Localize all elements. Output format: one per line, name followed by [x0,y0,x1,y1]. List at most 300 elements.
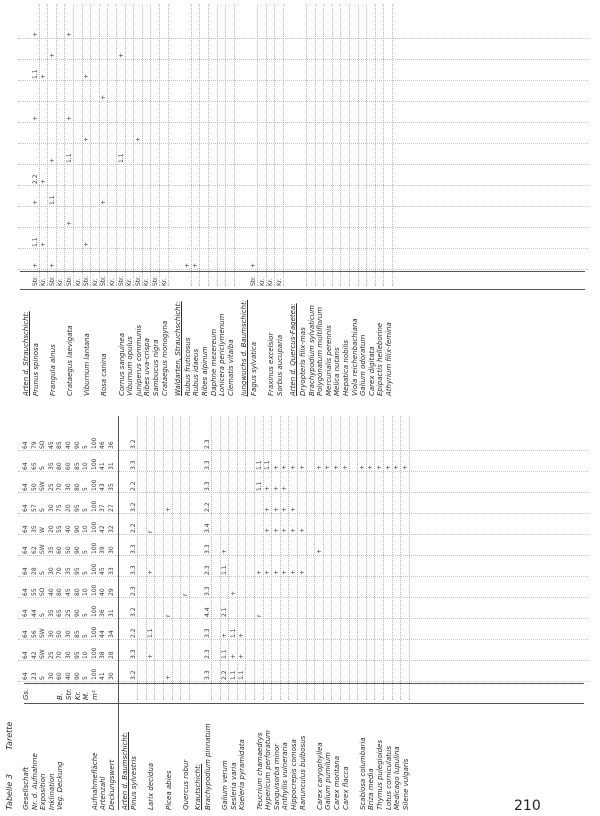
column-guide [18,101,588,102]
cover-value: 2.1 [221,607,229,617]
header-value: 100 [90,584,98,596]
species-name: Teucrium chamaedrys [255,732,264,810]
header-value: 100 [90,479,98,491]
header-value: 35 [47,462,55,470]
header-value: SW [39,649,47,659]
header-value: 70 [56,651,64,659]
cover-value: + [281,527,289,533]
species-name: Scabiosa columbaria [358,737,367,810]
header-value: S [39,466,47,470]
cover-value: 1.1 [264,460,272,470]
header-value: 5 [82,445,90,449]
species-name: Prunus spinosa [31,343,40,396]
header-value: 10 [82,588,90,596]
page-number: 210 [514,798,541,814]
header-value: 35 [47,546,55,554]
header-value: 5 [82,487,90,491]
header-value: 80 [73,588,81,596]
cover-value: 2.2 [31,174,39,184]
row-guide [340,4,341,286]
layer-code: Kr. [160,278,168,286]
header-value: S [39,508,47,512]
layer-code: Str. [100,276,108,286]
cover-value: + [183,262,191,268]
cover-value: + [272,485,280,491]
header-value: 45 [65,588,72,596]
row-guide [263,416,264,700]
species-name: Lonicera periclymenum [218,313,227,396]
header-value: 95 [73,504,81,512]
cover-value: + [393,464,401,470]
header-value: 55 [30,588,38,596]
header-value: 28 [108,651,115,659]
cover-value: + [255,569,263,575]
header-label: Artenzahl [99,776,108,810]
cover-value: 2.2 [130,481,138,491]
header-value: 29 [108,588,115,596]
cover-value: + [31,115,39,121]
header-value: 90 [73,672,81,680]
header-value: 64 [22,441,29,449]
column-guide [18,248,588,249]
cover-value: 3.3 [130,460,138,470]
cover-value: + [272,569,280,575]
header-value: 100 [90,668,98,680]
row-guide [137,416,138,700]
species-name: Clematis vitalba [226,339,235,396]
cover-value: + [31,262,39,268]
cover-value: + [66,31,73,37]
species-name: Polygonatum multiflorum [316,306,325,396]
header-value: 5 [82,550,90,554]
cover-value: + [281,485,289,491]
row-guide [283,4,284,286]
header-value: 95 [73,651,81,659]
cover-value: r [181,593,189,596]
row-guide [180,416,181,700]
row-guide [392,416,393,700]
cover-value: + [272,506,280,512]
cover-value: + [298,464,306,470]
cover-value: 2.2 [204,502,211,512]
header-value: SW [39,628,47,638]
header-value: 50 [30,483,38,491]
cover-value: 2.3 [204,565,211,575]
cover-value: 1.1 [66,153,73,163]
column-guide [18,471,588,472]
header-value: 100 [90,647,98,659]
row-guide [99,4,100,286]
section-heading: Arten d. Quercus-Fagetea: [289,303,298,396]
column-guide [18,143,588,144]
species-name: Rosa canina [100,353,109,396]
species-name: Hepatica nobilis [342,340,350,396]
column-guide [18,227,588,228]
cover-value: + [66,115,73,121]
section-heading: Arten d. Baumschicht: [120,732,129,810]
cover-value: + [281,464,289,470]
cover-value: + [48,262,56,268]
header-value: S [39,676,47,680]
row-guide [234,4,235,286]
header-value: 41 [99,462,107,470]
value-column-divider [24,683,584,684]
species-name: Briza media [367,768,376,810]
header-value: 50 [65,546,72,554]
header-value: 30 [65,651,72,659]
column-guide [18,185,588,186]
header-value: 100 [90,521,98,533]
cover-value: + [324,464,332,470]
layer-code: Kr. [126,278,134,286]
column-guide [18,164,588,165]
cover-value: + [221,632,229,638]
header-value: 64 [22,483,29,491]
header-value: 42 [99,525,107,533]
row-guide [297,416,298,700]
species-name: Dryopteris filix-mas [299,327,307,396]
column-guide [18,639,588,640]
species-name: Sorbus aucuparia [275,334,284,396]
column-guide [18,555,588,556]
header-value: 100 [90,542,98,554]
header-value: 90 [73,525,81,533]
species-name: Epipactis helleborine [376,322,385,396]
cover-value: + [367,464,375,470]
header-value: 31 [108,462,115,470]
cover-value: + [40,241,48,247]
header-value: 65 [30,462,38,470]
header-value: 80 [56,588,64,596]
header-value: SO [39,587,47,596]
header-label: Deckungswert [108,759,116,810]
header-value: 30 [47,630,55,638]
column-guide [18,513,588,514]
header-value: W [39,527,47,533]
layer-code: Str. [152,276,159,286]
row-guide [191,4,192,286]
header-value: 40 [47,588,55,596]
header-value: 45 [99,567,107,575]
species-name: Rubus idaeus [192,348,201,396]
header-label: Gesellschaft [22,766,30,810]
layer-code: Kr. [91,278,99,286]
section-heading: Arten d. Strauchschicht: [22,311,30,396]
header-value: 100 [90,563,98,575]
row-guide [331,416,332,700]
species-name: Ranunculus bulbosus [298,735,307,810]
header-key: M. [82,691,91,700]
header-value: S [39,613,47,617]
cover-value: + [40,178,48,184]
header-value: 100 [90,605,98,617]
row-guide [257,4,258,286]
row-guide [306,416,307,700]
cover-value: 1.1 [221,565,229,575]
header-value: S [39,571,47,575]
header-value: 43 [99,483,107,491]
header-value: 5 [82,508,90,512]
cover-value: + [298,569,306,575]
species-name: Juniperus communis [134,324,143,396]
header-value: 35 [30,525,38,533]
cover-value: + [315,548,323,554]
cover-value: + [31,31,39,37]
header-value: 30 [108,672,115,680]
header-value: SW [39,544,47,554]
row-guide [245,416,246,700]
row-guide [73,4,74,286]
row-guide [357,416,358,700]
header-value: 65 [56,609,64,617]
header-value: 64 [22,588,29,596]
row-guide [358,4,359,286]
cover-value: + [358,464,366,470]
row-guide [340,416,341,700]
header-value: 23 [30,672,38,680]
cover-value: + [290,464,297,470]
cover-value: 1.1 [238,670,246,680]
cover-value: + [290,569,297,575]
header-label: Nr. d. Aufnahme [30,753,39,810]
cover-value: + [229,590,237,596]
table-name: Tarette [5,721,14,750]
header-value: 5 [82,634,90,638]
cover-value: + [281,506,289,512]
species-name: Crataegus laevigata [66,325,74,396]
cover-value: 1.1 [117,153,125,163]
header-value: 5 [82,676,90,680]
row-guide [409,416,410,700]
cover-value: 4.4 [204,607,211,617]
header-value: 64 [22,672,29,680]
species-name: Silene vulgaris [401,758,410,810]
cover-value: + [250,262,257,268]
row-guide [116,4,117,286]
species-name: Galium verum [221,760,230,810]
layer-code: Kr. [143,278,151,286]
cover-value: 3.3 [130,565,138,575]
header-value: 90 [73,546,81,554]
cover-value: + [238,632,246,638]
header-value: 44 [99,630,107,638]
cover-value: 2.2 [130,523,138,533]
header-value: 60 [65,462,72,470]
cover-value: 1.1 [31,237,39,247]
species-name: Thymus pulegioides [376,739,384,810]
row-guide [400,416,401,700]
row-guide [349,4,350,286]
layer-code: Kr. [74,278,82,286]
section-heading: Krautschicht: [194,763,203,810]
cover-value: 1.1 [229,670,237,680]
header-value: 100 [90,626,98,638]
column-guide [18,492,588,493]
cover-value: + [221,548,229,554]
species-name: Sanguisorba minor [272,743,281,810]
cover-value: 3.3 [130,649,138,659]
cover-value: + [315,464,323,470]
species-name: Daphne mezereum [209,328,218,396]
cover-value: 3.3 [204,628,211,638]
row-guide [163,416,164,700]
header-value: 35 [65,567,72,575]
cover-value: 1.1 [147,628,155,638]
row-guide [56,4,57,286]
header-value: 33 [108,567,115,575]
cover-value: 1.1 [31,69,39,79]
header-value: 44 [30,609,38,617]
header-value: 80 [73,483,81,491]
table-title: Tabelle 3 [5,774,14,810]
cover-value: + [229,653,237,659]
cover-value: + [40,73,48,79]
header-value: 70 [56,483,64,491]
cover-value: 2.3 [204,649,211,659]
header-value: 39 [99,546,107,554]
layer-code: Str. [66,276,73,286]
row-guide [271,416,272,700]
header-value: 100 [90,500,98,512]
cover-value: 3.4 [204,523,211,533]
cover-value: 2.3 [204,439,211,449]
layer-code: Kr. [267,278,275,286]
species-name: Ribes alpinum [201,346,209,396]
header-value: 28 [30,567,38,575]
cover-value: + [147,569,155,575]
row-guide [274,4,275,286]
layer-code: Kr. [275,278,283,286]
header-value: 57 [30,504,38,512]
cover-value: + [264,527,272,533]
layer-code: Str. [134,276,142,286]
header-value: 79 [30,441,38,449]
header-value: 31 [108,609,115,617]
species-name: Viburnum opulus [126,336,135,396]
header-value: 32 [108,525,115,533]
cover-value: 3.2 [130,439,138,449]
header-value: 41 [99,672,107,680]
cover-value: + [100,199,108,205]
column-guide [18,660,588,661]
header-value: 10 [82,651,90,659]
layer-code: Str. [48,276,56,286]
species-name: Cornus sanguinea [117,332,126,396]
cover-value: + [134,136,142,142]
species-name: Viola reichenbachiana [350,318,359,396]
layer-code: Str. [31,276,39,286]
row-guide [306,4,307,286]
header-value: 64 [22,651,29,659]
species-name: Hippocrepis comosa [290,739,298,810]
key-column-divider [24,703,584,704]
header-key: m² [90,690,99,700]
cover-value: + [164,674,172,680]
cover-value: r [164,614,172,617]
header-key: Str. [65,688,73,700]
header-value: 60 [56,672,64,680]
row-guide [168,4,169,286]
species-name: Larix decidua [147,762,156,810]
cover-value: + [48,52,56,58]
header-value: 64 [22,504,29,512]
cover-value: r [147,530,155,533]
cover-value: + [83,136,91,142]
header-value: 42 [30,651,38,659]
cover-value: + [164,506,172,512]
column-guide [18,122,588,123]
layer-code: Str. [117,276,125,286]
header-value: 95 [73,567,81,575]
cover-value: 3.3 [130,544,138,554]
cover-value: 3.3 [204,460,211,470]
row-guide [154,416,155,700]
row-guide [374,416,375,700]
cover-value: r [255,614,263,617]
cover-value: 3.2 [130,502,138,512]
layer-code: Kr. [258,278,266,286]
layer-code: Kr. [109,278,116,286]
species-name: Carex flacca [341,766,350,810]
cover-value: 3.3 [204,544,211,554]
header-label: Veg. Deckung [56,761,65,810]
row-guide [383,416,384,700]
species-name: Quercus robur [181,759,190,810]
header-value: 90 [73,609,81,617]
header-value: 64 [22,546,29,554]
column-guide [18,534,588,535]
row-guide [159,4,160,286]
cover-value: 2.2 [221,670,229,680]
cover-value: + [333,464,340,470]
species-name: Melica nutans [333,347,342,396]
species-name: Anthyllis vulneraria [281,742,290,810]
species-name: Mercurialis perennis [324,325,333,396]
species-name: Carex caryophyllea [315,742,324,810]
cover-value: + [298,527,306,533]
species-name: Brachypodium sylvaticum [307,305,316,396]
species-name: Lotus corniculatus [384,746,393,810]
cover-value: + [272,464,280,470]
header-value: 64 [22,462,29,470]
species-name: Brachypodium pinnatum [204,723,212,810]
cover-value: 3.2 [130,670,138,680]
header-value: 30 [108,546,115,554]
cover-value: + [192,262,200,268]
column-guide [18,80,588,81]
cover-value: + [376,464,383,470]
species-name: Crataegus monogyna [160,320,169,396]
cover-value: 2.3 [130,586,138,596]
row-guide [280,416,281,700]
cover-value: + [147,653,155,659]
header-value: 10 [82,525,90,533]
species-name: Athyrium filix-femina [385,322,393,396]
cover-value: 1.1 [255,460,263,470]
column-guide [18,450,588,451]
row-guide [332,4,333,286]
species-name: Sambucus nigra [152,339,160,396]
row-guide [366,416,367,700]
header-value: 36 [99,609,107,617]
header-label: Exposition [39,773,48,810]
header-value: 38 [99,651,107,659]
cover-value: + [264,569,272,575]
header-value: 40 [99,588,107,596]
cover-value: + [264,485,272,491]
header-key: Kr. [73,690,82,700]
species-name: Hypericum perforatum [264,730,273,810]
